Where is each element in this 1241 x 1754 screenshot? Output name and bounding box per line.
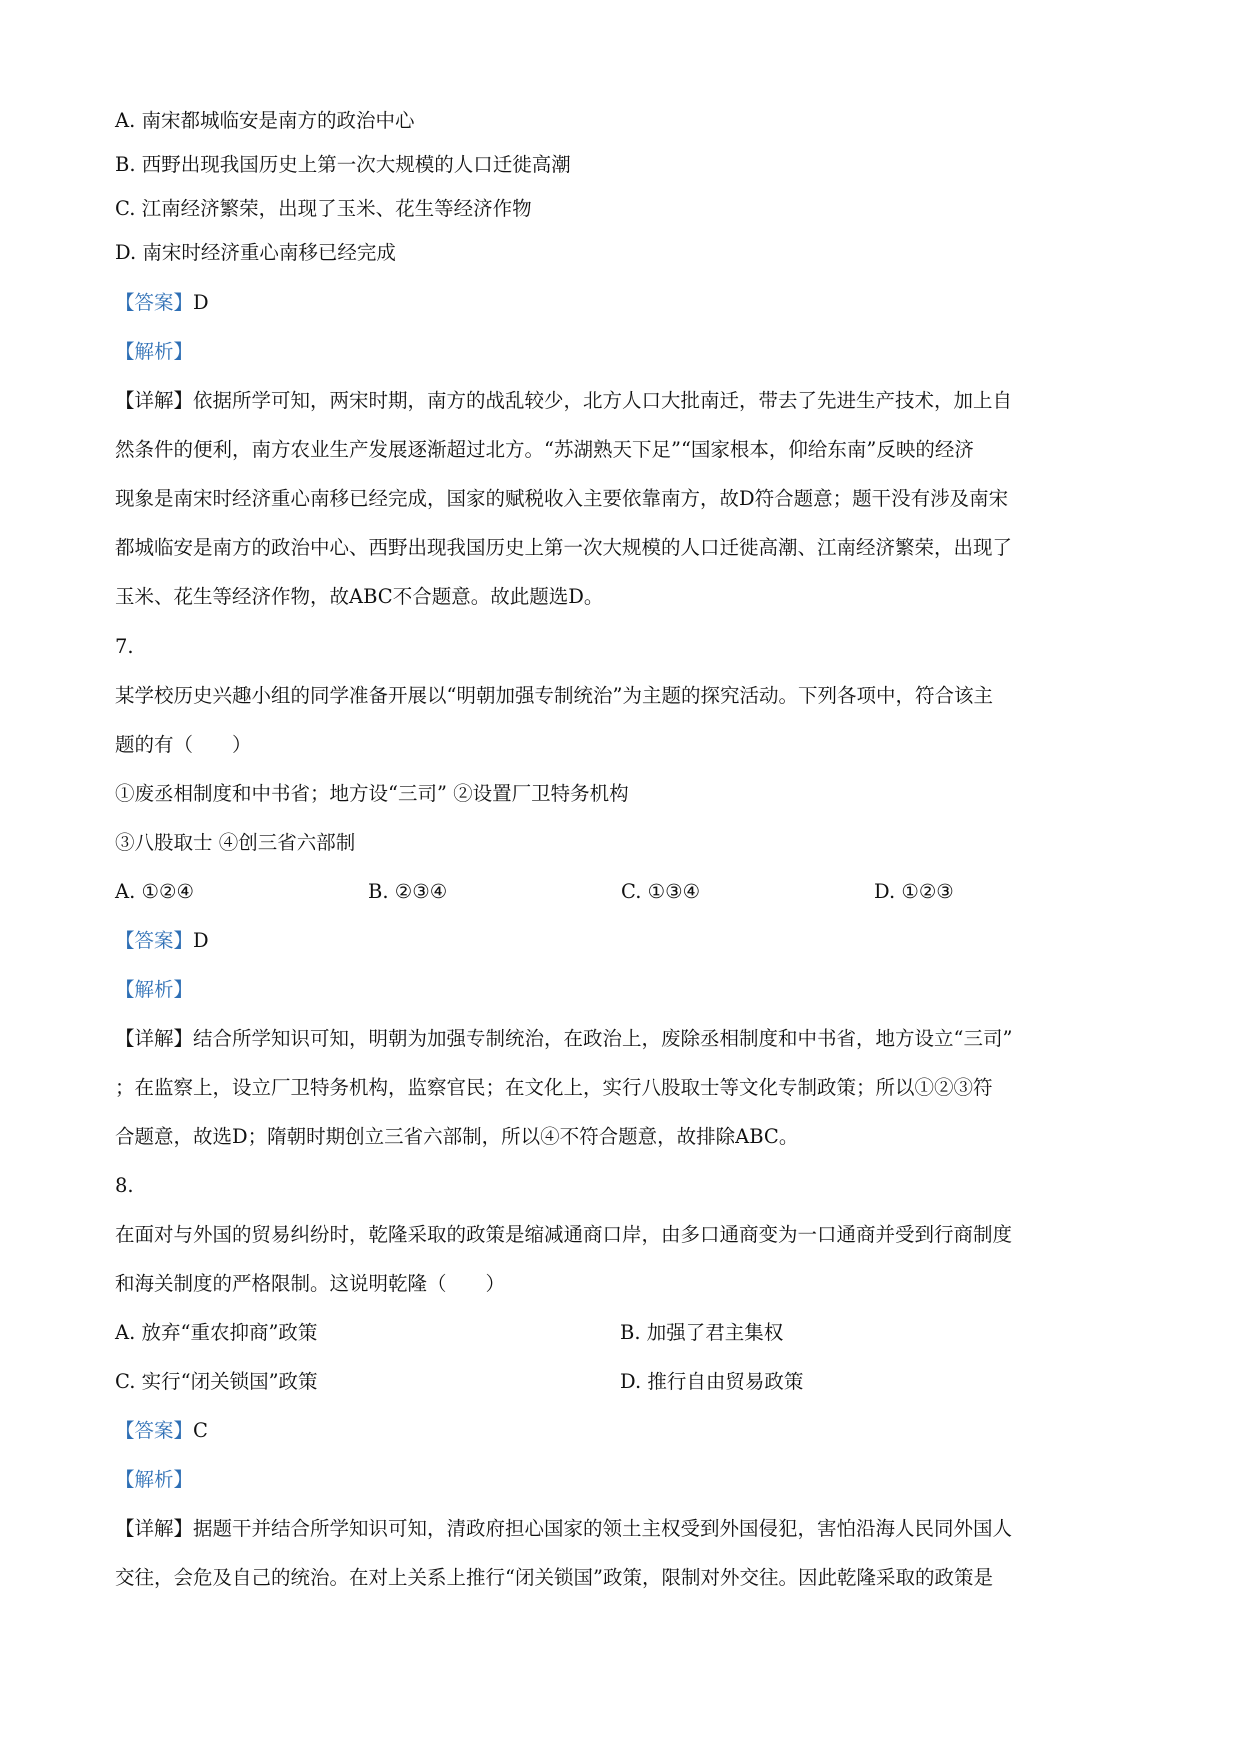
q7-items-line-2: ③八股取士 ④创三省六部制 [115, 831, 356, 854]
analysis-tag: 【解析】 [115, 978, 194, 1001]
q7-detail-line-1 [115, 1026, 1012, 1052]
q6-detail-line-5: 玉米、花生等经济作物，故ABC不合题意。故此题选D。 [115, 585, 604, 608]
q7-option-b: B. ②③④ [368, 880, 448, 903]
q8-option-c: C. 实行“闭关锁国”政策 [115, 1370, 318, 1393]
answer-tag: 【答案】 [115, 929, 194, 952]
q7-answer [115, 928, 209, 954]
detail-text: 依据所学可知，两宋时期，南方的战乱较少，北方人口大批南迁，带去了先进生产技术，加上自 [193, 389, 1013, 412]
q6-detail-line-4: 都城临安是南方的政治中心、西野出现我国历史上第一次大规模的人口迁徙高潮、江南经济繁荣，出现了 [115, 536, 1013, 559]
q7-items-line-1: ①废丞相制度和中书省；地方设“三司” ②设置厂卫特务机构 [115, 782, 629, 805]
q8-detail-line-2: 交往，会危及自己的统治。在对上关系上推行“闭关锁国”政策，限制对外交往。因此乾隆采取的政策是 [115, 1566, 993, 1589]
answer-value: D [193, 291, 209, 314]
q7-number: 7. [115, 635, 134, 658]
q6-analysis [115, 339, 193, 365]
q8-option-a: A. 放弃“重农抑商”政策 [115, 1321, 318, 1344]
q7-analysis [115, 977, 193, 1003]
q7-detail-line-3: 合题意，故选D；隋朝时期创立三省六部制，所以④不符合题意，故排除ABC。 [115, 1125, 799, 1148]
analysis-tag: 【解析】 [115, 1468, 194, 1491]
q8-answer [115, 1418, 208, 1444]
q7-detail-line-2: ；在监察上，设立厂卫特务机构，监察官民；在文化上，实行八股取士等文化专制政策；所以①②③符 [115, 1076, 993, 1099]
q6-option-a: A. 南宋都城临安是南方的政治中心 [115, 109, 415, 132]
q8-number: 8. [115, 1174, 134, 1197]
q7-option-d: D. ①②③ [874, 880, 954, 903]
q8-analysis [115, 1467, 193, 1493]
detail-tag: 【详解】 [115, 1517, 194, 1540]
q6-answer [115, 290, 209, 316]
detail-text: 结合所学知识可知，明朝为加强专制统治，在政治上，废除丞相制度和中书省，地方设立“三司” [193, 1027, 1013, 1050]
answer-tag: 【答案】 [115, 1419, 194, 1442]
q8-option-d: D. 推行自由贸易政策 [620, 1370, 804, 1393]
q6-option-d: D. 南宋时经济重心南移已经完成 [115, 241, 396, 264]
answer-value: C [193, 1419, 208, 1442]
detail-text: 据题干并结合所学知识可知，清政府担心国家的领土主权受到外国侵犯，害怕沿海人民同外国人 [193, 1517, 1013, 1540]
detail-tag: 【详解】 [115, 389, 194, 412]
analysis-tag: 【解析】 [115, 340, 194, 363]
answer-value: D [193, 929, 209, 952]
q8-detail-line-1 [115, 1516, 1012, 1542]
q8-stem-line-1: 在面对与外国的贸易纠纷时，乾隆采取的政策是缩减通商口岸，由多口通商变为一口通商并受到行商制度 [115, 1223, 1013, 1246]
answer-tag: 【答案】 [115, 291, 194, 314]
q7-option-a: A. ①②④ [115, 880, 194, 903]
q7-stem-line-2: 题的有（ ） [115, 733, 252, 756]
q6-detail-line-3: 现象是南宋时经济重心南移已经完成，国家的赋税收入主要依靠南方，故D符合题意；题干没有涉及南宋 [115, 487, 1009, 510]
q7-option-c: C. ①③④ [621, 880, 701, 903]
q8-option-b: B. 加强了君主集权 [620, 1321, 784, 1344]
q7-stem-line-1: 某学校历史兴趣小组的同学准备开展以“明朝加强专制统治”为主题的探究活动。下列各项中，符合该主 [115, 684, 993, 707]
q6-detail-line-1 [115, 388, 1012, 414]
q6-option-c: C. 江南经济繁荣，出现了玉米、花生等经济作物 [115, 197, 532, 220]
q8-stem-line-2: 和海关制度的严格限制。这说明乾隆（ ） [115, 1272, 506, 1295]
detail-tag: 【详解】 [115, 1027, 194, 1050]
q6-option-b: B. 西野出现我国历史上第一次大规模的人口迁徙高潮 [115, 153, 571, 176]
q6-detail-line-2: 然条件的便利，南方农业生产发展逐渐超过北方。“苏湖熟天下足”“国家根本，仰给东南”反映的经济 [115, 438, 974, 461]
